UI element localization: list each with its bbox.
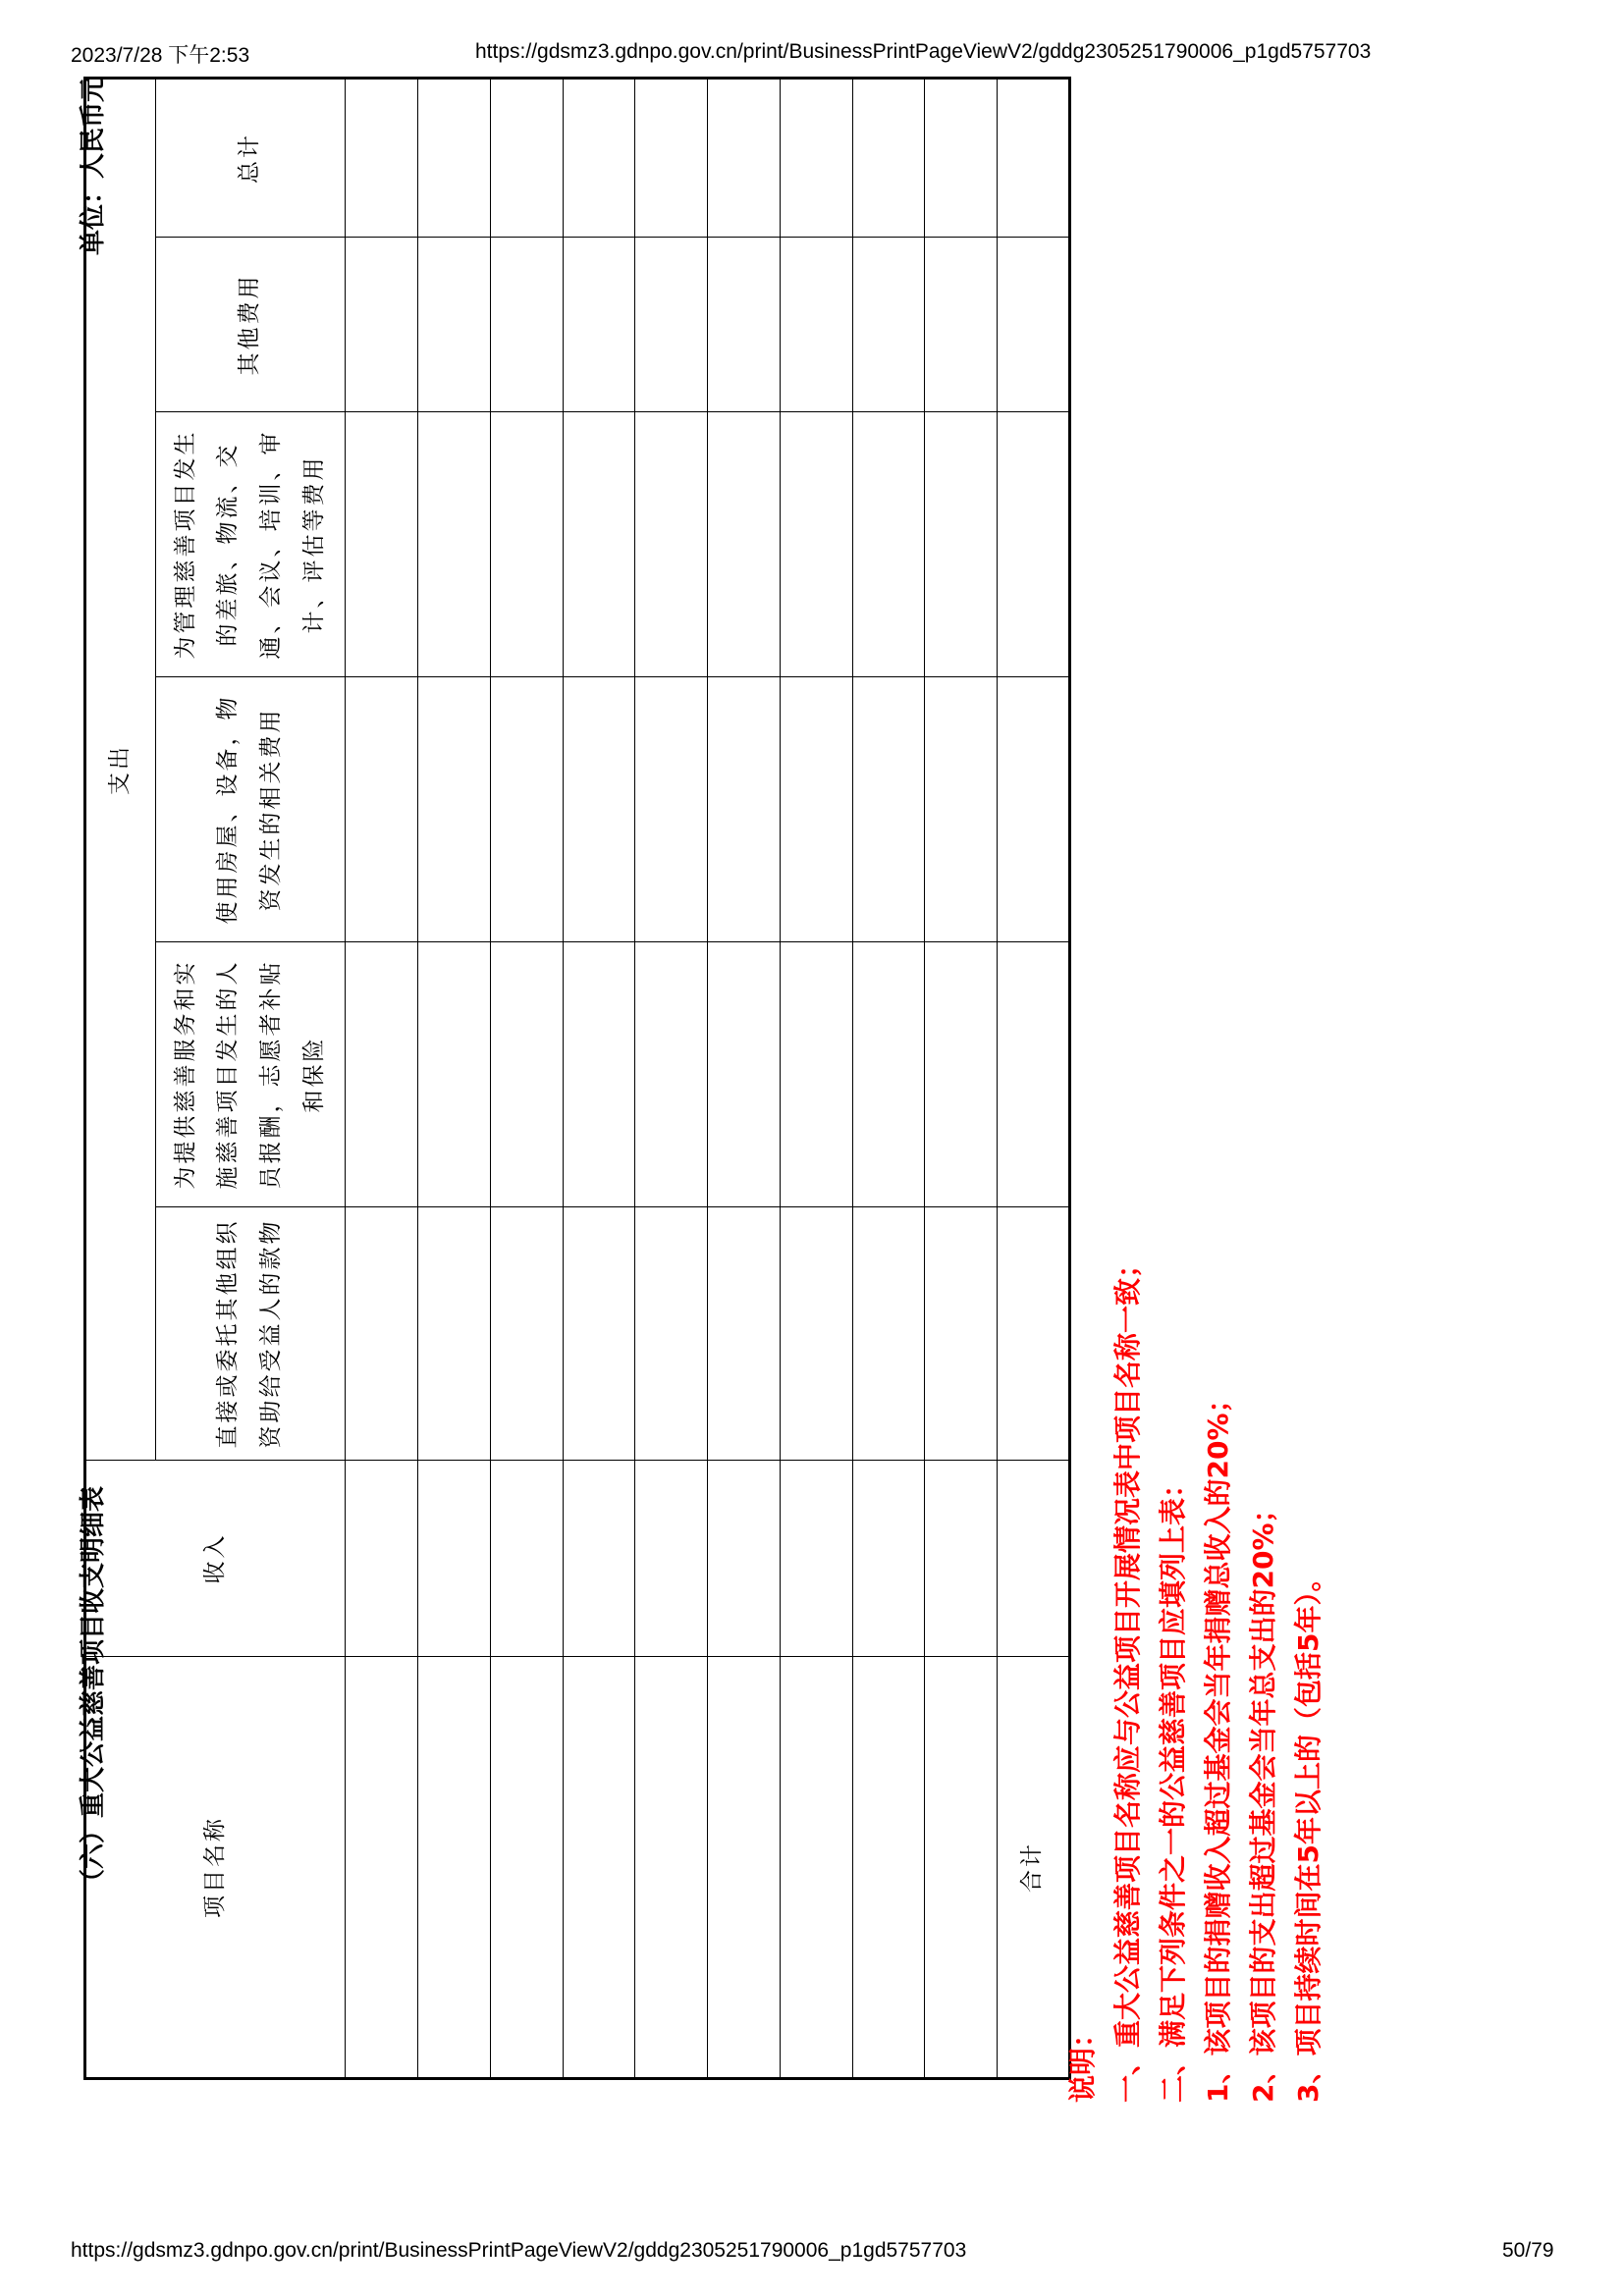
table-cell[interactable] xyxy=(418,1657,491,2079)
table-cell[interactable] xyxy=(780,78,852,237)
table-cell[interactable] xyxy=(780,942,852,1207)
table-cell[interactable] xyxy=(635,1657,708,2079)
browser-header-datetime: 2023/7/28 下午2:53 xyxy=(71,44,250,67)
table-cell[interactable] xyxy=(490,1657,563,2079)
notes-line: 2、该项目的支出超过基金会当年总支出的20%； xyxy=(1247,1495,1279,2103)
table-cell[interactable] xyxy=(490,942,563,1207)
table-row xyxy=(925,78,998,2078)
table-cell[interactable] xyxy=(346,78,418,237)
table-cell[interactable] xyxy=(925,1207,998,1461)
table-cell[interactable] xyxy=(852,1207,925,1461)
table-cell[interactable] xyxy=(925,238,998,412)
table-cell[interactable] xyxy=(635,1207,708,1461)
table-row xyxy=(635,78,708,2078)
table-cell[interactable] xyxy=(998,412,1070,677)
table-cell[interactable] xyxy=(490,1461,563,1657)
header-expense-direct-grants: 直接或委托其他组织资助给受益人的款物 xyxy=(155,1207,346,1461)
table-cell[interactable] xyxy=(780,1461,852,1657)
header-expense-total: 总计 xyxy=(155,78,346,237)
notes-line: 一、重大公益慈善项目名称应与公益项目开展情况表中项目名称一致； xyxy=(1111,1250,1144,2103)
table-cell[interactable] xyxy=(563,238,635,412)
table-cell[interactable] xyxy=(635,412,708,677)
table-row xyxy=(346,78,418,2078)
table-cell[interactable] xyxy=(418,412,491,677)
notes-heading: 说明： xyxy=(1066,2019,1099,2103)
table-cell[interactable] xyxy=(635,1461,708,1657)
table-cell[interactable] xyxy=(563,78,635,237)
table-cell[interactable] xyxy=(418,942,491,1207)
table-cell[interactable] xyxy=(708,677,781,942)
table-row xyxy=(563,78,635,2078)
table-cell[interactable] xyxy=(635,78,708,237)
table-cell[interactable] xyxy=(708,78,781,237)
table-cell[interactable] xyxy=(925,1657,998,2079)
table-cell[interactable] xyxy=(925,412,998,677)
table-row xyxy=(708,78,781,2078)
table-cell[interactable] xyxy=(346,238,418,412)
table-cell[interactable] xyxy=(346,942,418,1207)
table-cell[interactable] xyxy=(925,1461,998,1657)
table-cell[interactable] xyxy=(925,942,998,1207)
table-cell[interactable] xyxy=(346,412,418,677)
table-cell[interactable] xyxy=(490,238,563,412)
table-cell[interactable] xyxy=(852,677,925,942)
table-cell[interactable] xyxy=(490,412,563,677)
table-cell[interactable] xyxy=(418,78,491,237)
table-cell[interactable] xyxy=(852,78,925,237)
table-cell[interactable] xyxy=(418,1207,491,1461)
table-cell[interactable] xyxy=(780,412,852,677)
header-expense-personnel: 为提供慈善服务和实施慈善项目发生的人员报酬，志愿者补贴和保险 xyxy=(155,942,346,1207)
income-expense-table xyxy=(83,80,1071,2080)
table-cell[interactable] xyxy=(780,677,852,942)
table-cell[interactable] xyxy=(490,78,563,237)
table-cell[interactable] xyxy=(852,1657,925,2079)
table-cell[interactable] xyxy=(852,412,925,677)
table-cell[interactable] xyxy=(708,412,781,677)
unit-label: 单位：人民币元 xyxy=(79,76,108,255)
table-cell[interactable] xyxy=(708,1207,781,1461)
table-cell[interactable] xyxy=(708,1657,781,2079)
page-number: 50/79 xyxy=(1502,2239,1554,2262)
notes-section xyxy=(1060,434,1331,2103)
table-cell[interactable] xyxy=(998,78,1070,237)
table-row xyxy=(852,78,925,2078)
table-row xyxy=(490,78,563,2078)
notes-line: 二、满足下列条件之一的公益慈善项目应填列上表： xyxy=(1157,1469,1189,2103)
table-row xyxy=(418,78,491,2078)
browser-header-url: https://gdsmz3.gdnpo.gov.cn/print/BusinessPrintPageViewV2/gddg2305251790006_p1gd5757703 xyxy=(475,40,1372,63)
table-cell[interactable] xyxy=(563,1461,635,1657)
table-cell[interactable] xyxy=(490,677,563,942)
table-cell[interactable] xyxy=(563,942,635,1207)
table-row xyxy=(780,78,852,2078)
table-cell[interactable] xyxy=(346,1207,418,1461)
document-title: （六）重大公益慈善项目收支明细表 xyxy=(79,1485,108,1895)
table-cell[interactable] xyxy=(780,1207,852,1461)
table-cell[interactable] xyxy=(635,238,708,412)
notes-line: 3、项目持续时间在5年以上的（包括5年）。 xyxy=(1292,1564,1325,2103)
table-cell[interactable] xyxy=(998,677,1070,942)
header-expense-other: 其他费用 xyxy=(155,238,346,412)
table-cell[interactable] xyxy=(925,677,998,942)
table-cell[interactable] xyxy=(708,1461,781,1657)
table-cell[interactable] xyxy=(998,238,1070,412)
total-row-label: 合计 xyxy=(998,1657,1070,2079)
table-cell[interactable] xyxy=(780,238,852,412)
header-income: 收入 xyxy=(85,1461,346,1657)
table-cell[interactable] xyxy=(490,1207,563,1461)
table-cell[interactable] xyxy=(418,677,491,942)
table-cell[interactable] xyxy=(852,1461,925,1657)
table-cell[interactable] xyxy=(852,238,925,412)
table-cell[interactable] xyxy=(998,942,1070,1207)
table-cell[interactable] xyxy=(563,1657,635,2079)
header-expense-group: 支出 xyxy=(85,78,156,1460)
header-project-name: 项目名称 xyxy=(85,1657,346,2079)
table-cell[interactable] xyxy=(563,677,635,942)
table-cell[interactable] xyxy=(852,942,925,1207)
browser-footer-url: https://gdsmz3.gdnpo.gov.cn/print/BusinessPrintPageViewV2/gddg2305251790006_p1gd5757703 xyxy=(71,2239,967,2262)
table-cell[interactable] xyxy=(346,1657,418,2079)
table-cell[interactable] xyxy=(780,1657,852,2079)
table-cell[interactable] xyxy=(346,677,418,942)
table-cell[interactable] xyxy=(998,1207,1070,1461)
table-cell[interactable] xyxy=(563,412,635,677)
notes-line: 1、该项目的捐赠收入超过基金会当年捐赠总收入的20%； xyxy=(1202,1385,1234,2103)
header-expense-management: 为管理慈善项目发生的差旅、物流、交通、会议、培训、审计、评估等费用 xyxy=(155,412,346,677)
table-cell[interactable] xyxy=(708,238,781,412)
table-cell[interactable] xyxy=(563,1207,635,1461)
table-cell[interactable] xyxy=(418,1461,491,1657)
table-cell[interactable] xyxy=(708,942,781,1207)
table-cell[interactable] xyxy=(346,1461,418,1657)
table-cell[interactable] xyxy=(998,1461,1070,1657)
table-cell[interactable] xyxy=(635,677,708,942)
table-cell[interactable] xyxy=(635,942,708,1207)
header-expense-facilities: 使用房屋、设备，物资发生的相关费用 xyxy=(155,677,346,942)
table-cell[interactable] xyxy=(418,238,491,412)
table-cell[interactable] xyxy=(925,78,998,237)
